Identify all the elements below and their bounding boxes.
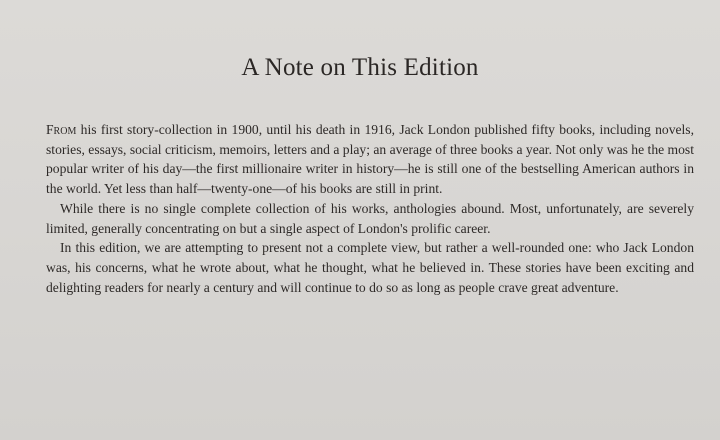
paragraph-1 — [46, 120, 694, 199]
paragraph-text: his first story-collection in 1900, until his death in 1916, Jack London published fifty books, including novels, stories, essays, social criticism, memoirs, letters and a play; an average of three books a year. Not only was he the most popular writer of his day—the first millionaire writer in history—he is still one of the bestselling American authors in the world. Yet less than half—twenty-one—of his books are still in print. — [46, 122, 694, 197]
paragraph-3: In this edition, we are attempting to present not a complete view, but rather a well-rounded one: who Jack London was, his concerns, what he wrote about, what he thought, what he believed in. These stories have been exciting and delighting readers for nearly a century and will continue to do so as long as people crave great adventure. — [46, 240, 694, 295]
body-text — [46, 120, 694, 297]
paragraph-lead-word: From — [46, 122, 77, 137]
page-title: A Note on This Edition — [241, 54, 479, 81]
paragraph-2: While there is no single complete collection of his works, anthologies abound. Most, unfortunately, are severely limited, generally concentrating on but a single aspect of London's prolific career. — [46, 200, 694, 236]
